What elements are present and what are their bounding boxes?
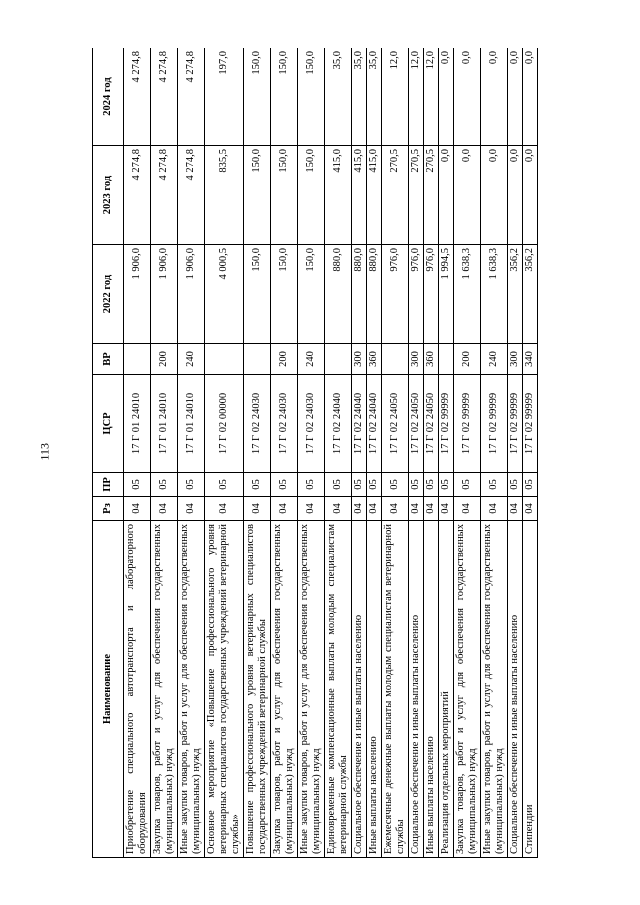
- cell-rz: 04: [424, 497, 439, 521]
- cell-2022: 1 994,5: [439, 245, 454, 344]
- cell-2023: 4 274,8: [151, 146, 178, 245]
- cell-2024: 4 274,8: [178, 48, 205, 146]
- cell-pr: 05: [178, 473, 205, 497]
- cell-2023: 150,0: [298, 146, 325, 245]
- cell-rz: 04: [124, 497, 151, 521]
- table-row: [325, 48, 352, 858]
- cell-2023: 150,0: [244, 146, 271, 245]
- table-row: [151, 48, 178, 858]
- cell-vr: 200: [271, 344, 298, 375]
- cell-csr: 17 Г 02 99999: [439, 375, 454, 473]
- cell-2024: 35,0: [352, 48, 367, 146]
- cell-vr: 360: [367, 344, 382, 375]
- cell-name: Иные выплаты населению: [424, 521, 439, 858]
- cell-2024: 12,0: [382, 48, 409, 146]
- table-row: [481, 48, 508, 858]
- cell-2024: 35,0: [325, 48, 352, 146]
- cell-csr: 17 Г 02 24030: [271, 375, 298, 473]
- cell-name: Иные закупки товаров, работ и услуг для обеспечения государственных (муниципальных) нужд: [178, 521, 205, 858]
- cell-name: Основное мероприятие «Повышение профессионального уровня ветеринарных специалистов государственных учреждений ветеринарной службы»: [205, 521, 244, 858]
- cell-rz: 04: [178, 497, 205, 521]
- cell-name: Закупка товаров, работ и услуг для обеспечения государственных (муниципальных) нужд: [454, 521, 481, 858]
- cell-2023: 415,0: [367, 146, 382, 245]
- cell-pr: 05: [124, 473, 151, 497]
- cell-pr: 05: [151, 473, 178, 497]
- table-row: [271, 48, 298, 858]
- cell-2023: 4 274,8: [124, 146, 151, 245]
- table-row: [298, 48, 325, 858]
- cell-csr: 17 Г 02 99999: [523, 375, 538, 473]
- cell-vr: 360: [424, 344, 439, 375]
- table-row: [367, 48, 382, 858]
- table-row: [382, 48, 409, 858]
- header-rz: Рз: [93, 497, 124, 521]
- cell-csr: 17 Г 01 24010: [151, 375, 178, 473]
- cell-csr: 17 Г 02 24040: [367, 375, 382, 473]
- cell-vr: 300: [508, 344, 523, 375]
- cell-2022: 880,0: [352, 245, 367, 344]
- cell-name: Стипендии: [523, 521, 538, 858]
- cell-2023: 270,5: [382, 146, 409, 245]
- cell-vr: [325, 344, 352, 375]
- cell-pr: 05: [424, 473, 439, 497]
- cell-csr: 17 Г 02 99999: [481, 375, 508, 473]
- cell-rz: 04: [205, 497, 244, 521]
- cell-2023: 835,5: [205, 146, 244, 245]
- cell-2022: 150,0: [298, 245, 325, 344]
- cell-csr: 17 Г 02 24050: [382, 375, 409, 473]
- table-row: [244, 48, 271, 858]
- cell-2024: 0,0: [523, 48, 538, 146]
- cell-pr: 05: [298, 473, 325, 497]
- table-row: [508, 48, 523, 858]
- header-csr: ЦСР: [93, 375, 124, 473]
- header-2022: 2022 год: [93, 245, 124, 344]
- cell-csr: 17 Г 02 24030: [244, 375, 271, 473]
- cell-vr: 240: [178, 344, 205, 375]
- cell-vr: 240: [481, 344, 508, 375]
- cell-2023: 4 274,8: [178, 146, 205, 245]
- cell-vr: 340: [523, 344, 538, 375]
- cell-pr: 05: [325, 473, 352, 497]
- cell-pr: 05: [271, 473, 298, 497]
- cell-rz: 04: [439, 497, 454, 521]
- cell-rz: 04: [454, 497, 481, 521]
- table-row: [178, 48, 205, 858]
- cell-pr: 05: [481, 473, 508, 497]
- cell-name: Закупка товаров, работ и услуг для обеспечения государственных (муниципальных) нужд: [271, 521, 298, 858]
- cell-vr: [382, 344, 409, 375]
- cell-2023: 0,0: [523, 146, 538, 245]
- cell-2023: 415,0: [325, 146, 352, 245]
- cell-2022: 356,2: [508, 245, 523, 344]
- cell-name: Реализация отдельных мероприятий: [439, 521, 454, 858]
- header-2023: 2023 год: [93, 146, 124, 245]
- header-name: Наименование: [93, 521, 124, 858]
- cell-2024: 12,0: [409, 48, 424, 146]
- cell-rz: 04: [325, 497, 352, 521]
- cell-csr: 17 Г 02 00000: [205, 375, 244, 473]
- cell-rz: 04: [352, 497, 367, 521]
- cell-rz: 04: [481, 497, 508, 521]
- cell-vr: [205, 344, 244, 375]
- cell-2022: 976,0: [424, 245, 439, 344]
- cell-pr: 05: [367, 473, 382, 497]
- rotated-page-content: [92, 48, 592, 858]
- table-row: [205, 48, 244, 858]
- cell-rz: 04: [244, 497, 271, 521]
- cell-2022: 1 906,0: [124, 245, 151, 344]
- cell-2022: 1 638,3: [481, 245, 508, 344]
- cell-vr: 200: [151, 344, 178, 375]
- cell-csr: 17 Г 01 24010: [178, 375, 205, 473]
- cell-2024: 197,0: [205, 48, 244, 146]
- page-number: 113: [37, 442, 52, 461]
- cell-csr: 17 Г 02 24030: [298, 375, 325, 473]
- cell-2024: 35,0: [367, 48, 382, 146]
- cell-pr: 05: [205, 473, 244, 497]
- table-body: [124, 48, 538, 858]
- header-2024: 2024 год: [93, 48, 124, 146]
- cell-2024: 0,0: [481, 48, 508, 146]
- cell-2022: 150,0: [244, 245, 271, 344]
- cell-vr: [124, 344, 151, 375]
- cell-2022: 356,2: [523, 245, 538, 344]
- cell-2022: 880,0: [325, 245, 352, 344]
- cell-name: Единовременные компенсационные выплаты молодым специалистам ветеринарной службы: [325, 521, 352, 858]
- cell-2023: 150,0: [271, 146, 298, 245]
- cell-name: Ежемесячные денежные выплаты молодым специалистам ветеринарной службы: [382, 521, 409, 858]
- cell-2022: 1 906,0: [151, 245, 178, 344]
- cell-vr: 300: [409, 344, 424, 375]
- cell-csr: 17 Г 02 24040: [325, 375, 352, 473]
- cell-vr: 300: [352, 344, 367, 375]
- cell-rz: 04: [271, 497, 298, 521]
- table-row: [424, 48, 439, 858]
- cell-2024: 4 274,8: [151, 48, 178, 146]
- cell-pr: 05: [244, 473, 271, 497]
- cell-2023: 415,0: [352, 146, 367, 245]
- cell-rz: 04: [508, 497, 523, 521]
- cell-name: Иные закупки товаров, работ и услуг для обеспечения государственных (муниципальных) нужд: [298, 521, 325, 858]
- cell-2022: 1 638,3: [454, 245, 481, 344]
- header-pr: ПР: [93, 473, 124, 497]
- cell-csr: 17 Г 02 99999: [454, 375, 481, 473]
- cell-pr: 05: [352, 473, 367, 497]
- table-row: [439, 48, 454, 858]
- table-row: [124, 48, 151, 858]
- cell-pr: 05: [409, 473, 424, 497]
- cell-name: Социальное обеспечение и иные выплаты населению: [508, 521, 523, 858]
- cell-2024: 0,0: [439, 48, 454, 146]
- cell-2024: 0,0: [508, 48, 523, 146]
- cell-vr: [244, 344, 271, 375]
- cell-csr: 17 Г 02 24040: [352, 375, 367, 473]
- cell-2022: 976,0: [409, 245, 424, 344]
- cell-2022: 976,0: [382, 245, 409, 344]
- cell-name: Иные выплаты населению: [367, 521, 382, 858]
- cell-2023: 0,0: [439, 146, 454, 245]
- cell-2024: 12,0: [424, 48, 439, 146]
- cell-name: Иные закупки товаров, работ и услуг для обеспечения государственных (муниципальных) нужд: [481, 521, 508, 858]
- cell-vr: [439, 344, 454, 375]
- cell-2022: 150,0: [271, 245, 298, 344]
- cell-2023: 0,0: [481, 146, 508, 245]
- cell-rz: 04: [409, 497, 424, 521]
- cell-pr: 05: [508, 473, 523, 497]
- cell-rz: 04: [298, 497, 325, 521]
- cell-2023: 270,5: [424, 146, 439, 245]
- cell-2022: 1 906,0: [178, 245, 205, 344]
- cell-2022: 4 000,5: [205, 245, 244, 344]
- cell-2022: 880,0: [367, 245, 382, 344]
- table-row: [454, 48, 481, 858]
- cell-2024: 150,0: [298, 48, 325, 146]
- cell-name: Приобретение специального автотранспорта и лабораторного оборудования: [124, 521, 151, 858]
- cell-rz: 04: [367, 497, 382, 521]
- cell-pr: 05: [454, 473, 481, 497]
- cell-2023: 270,5: [409, 146, 424, 245]
- cell-csr: 17 Г 02 99999: [508, 375, 523, 473]
- cell-csr: 17 Г 02 24050: [409, 375, 424, 473]
- table-row: [409, 48, 424, 858]
- cell-name: Социальное обеспечение и иные выплаты населению: [352, 521, 367, 858]
- table-row: [352, 48, 367, 858]
- cell-2023: 0,0: [454, 146, 481, 245]
- cell-vr: 240: [298, 344, 325, 375]
- table-header-row: [93, 48, 124, 858]
- cell-2024: 0,0: [454, 48, 481, 146]
- cell-2024: 150,0: [244, 48, 271, 146]
- cell-rz: 04: [151, 497, 178, 521]
- cell-name: Социальное обеспечение и иные выплаты населению: [409, 521, 424, 858]
- rotated-table-container: [92, 48, 592, 858]
- cell-pr: 05: [439, 473, 454, 497]
- cell-csr: 17 Г 01 24010: [124, 375, 151, 473]
- cell-name: Закупка товаров, работ и услуг для обеспечения государственных (муниципальных) нужд: [151, 521, 178, 858]
- cell-rz: 04: [382, 497, 409, 521]
- cell-csr: 17 Г 02 24050: [424, 375, 439, 473]
- cell-2024: 150,0: [271, 48, 298, 146]
- cell-pr: 05: [382, 473, 409, 497]
- cell-2023: 0,0: [508, 146, 523, 245]
- cell-vr: 200: [454, 344, 481, 375]
- header-vr: ВР: [93, 344, 124, 375]
- cell-2024: 4 274,8: [124, 48, 151, 146]
- table-row: [523, 48, 538, 858]
- cell-rz: 04: [523, 497, 538, 521]
- cell-pr: 05: [523, 473, 538, 497]
- budget-table: [92, 48, 538, 858]
- cell-name: Повышение профессионального уровня ветеринарных специалистов государственных учреждений ветеринарной службы: [244, 521, 271, 858]
